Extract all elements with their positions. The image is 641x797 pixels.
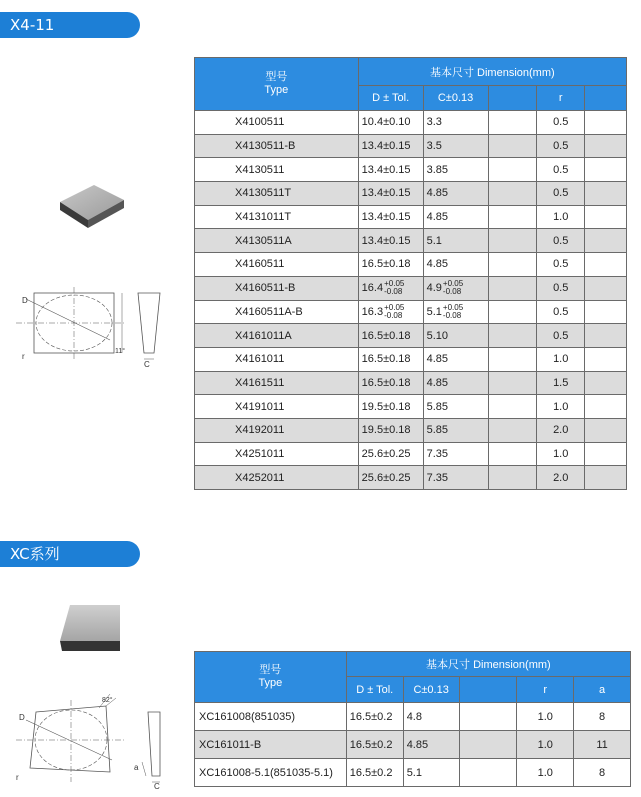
table-row: [195, 442, 627, 466]
cell-type: X4130511-B: [195, 134, 359, 158]
cell-c-value: 4.9: [426, 282, 442, 295]
drawing-label-d: D: [22, 296, 28, 305]
cell-type: X4160511: [195, 253, 359, 277]
tolerance-lower: -0.08: [384, 310, 403, 320]
tolerance-upper: +0.05: [442, 302, 464, 312]
cell-r: 1.0: [537, 395, 585, 419]
cell-c: 3.3: [423, 111, 488, 135]
cell-blank: [585, 253, 627, 277]
cell-blank: [488, 111, 537, 135]
cell-d: 13.4±0.15: [358, 205, 423, 229]
cell-r: 0.5: [537, 324, 585, 348]
table-row: [195, 158, 627, 182]
cell-c: [423, 300, 488, 324]
cell-type: X4161011: [195, 347, 359, 371]
cell-c: 4.85: [423, 182, 488, 206]
header-col-d: D ± Tol.: [358, 86, 423, 111]
drawing-label-d: D: [19, 713, 25, 722]
table-row: [195, 134, 627, 158]
table-body-xc: [195, 703, 631, 787]
table-row: [195, 731, 631, 759]
cell-d: 16.5±0.18: [358, 253, 423, 277]
cell-blank: [585, 182, 627, 206]
table-body-x4-11: [195, 111, 627, 490]
cell-type: XC161008(851035): [195, 703, 347, 731]
cell-blank: [585, 324, 627, 348]
cell-c: 4.8: [403, 703, 459, 731]
cell-blank: [459, 731, 517, 759]
cell-d-value: 16.3: [361, 305, 384, 318]
cell-d-value: 16.4: [361, 282, 384, 295]
cell-d: [358, 276, 423, 300]
spec-table-x4-11: [194, 57, 627, 490]
tolerance-upper: +0.05: [384, 279, 405, 289]
insert-photo-x4-11: [52, 180, 132, 235]
drawing-label-c: C: [144, 360, 150, 369]
table-row: [195, 371, 627, 395]
tolerance: [384, 304, 404, 320]
cell-r: 0.5: [537, 229, 585, 253]
cell-blank: [488, 324, 537, 348]
header-type-en: Type: [258, 677, 283, 689]
cell-type: X4161011A: [195, 324, 359, 348]
table-row: [195, 253, 627, 277]
cell-blank: [585, 300, 627, 324]
cell-r: 0.5: [537, 182, 585, 206]
cell-d: 16.5±0.2: [346, 703, 403, 731]
cell-r: 1.0: [517, 731, 574, 759]
cell-blank: [488, 418, 537, 442]
header-type: [195, 652, 347, 703]
cell-blank: [585, 466, 627, 490]
cell-type: X4131011T: [195, 205, 359, 229]
cell-type: X4161511: [195, 371, 359, 395]
drawing-label-angle: 11°: [115, 348, 126, 355]
cell-d: 16.5±0.18: [358, 371, 423, 395]
cell-c: 7.35: [423, 442, 488, 466]
cell-a: 8: [574, 759, 631, 787]
section-title-x4-11: X4-11: [0, 12, 140, 38]
drawing-label-angle: 82°: [102, 697, 113, 704]
tolerance-lower: -0.08: [442, 287, 462, 297]
cell-type: X4100511: [195, 111, 359, 135]
cell-r: 0.5: [537, 253, 585, 277]
tolerance: [443, 280, 463, 296]
cell-c: 3.5: [423, 134, 488, 158]
cell-d: 10.4±0.10: [358, 111, 423, 135]
cell-r: 0.5: [537, 158, 585, 182]
cell-d: 13.4±0.15: [358, 229, 423, 253]
header-col-r: r: [537, 86, 585, 111]
cell-d: 13.4±0.15: [358, 182, 423, 206]
cell-c: 4.85: [423, 205, 488, 229]
table-row: [195, 276, 627, 300]
cell-type: X4192011: [195, 418, 359, 442]
cell-d: 13.4±0.15: [358, 158, 423, 182]
cell-r: 0.5: [537, 276, 585, 300]
cell-r: 2.0: [537, 418, 585, 442]
cell-blank: [488, 395, 537, 419]
cell-c: 4.85: [423, 253, 488, 277]
cell-c: 5.1: [403, 759, 459, 787]
cell-r: 0.5: [537, 134, 585, 158]
cell-blank: [585, 418, 627, 442]
cell-c: 3.85: [423, 158, 488, 182]
cell-d: 19.5±0.18: [358, 395, 423, 419]
cell-type: XC161008-5.1(851035-5.1): [195, 759, 347, 787]
header-col-blank: [459, 677, 517, 703]
table-row: [195, 182, 627, 206]
cell-blank: [585, 111, 627, 135]
cell-type: X4251011: [195, 442, 359, 466]
tolerance: [384, 280, 404, 296]
cell-blank: [585, 229, 627, 253]
table-row: [195, 418, 627, 442]
cell-r: 1.0: [537, 347, 585, 371]
technical-drawing-xc: [14, 690, 174, 790]
cell-d: 19.5±0.18: [358, 418, 423, 442]
cell-blank: [488, 134, 537, 158]
header-dimension: 基本尺寸 Dimension(mm): [358, 58, 626, 86]
table-row: [195, 111, 627, 135]
table-row: [195, 229, 627, 253]
header-dimension: 基本尺寸 Dimension(mm): [346, 652, 630, 677]
cell-d: 16.5±0.18: [358, 347, 423, 371]
cell-c: 4.85: [423, 347, 488, 371]
cell-type: X4252011: [195, 466, 359, 490]
cell-c: 7.35: [423, 466, 488, 490]
cell-d: 16.5±0.18: [358, 324, 423, 348]
tolerance-upper: +0.05: [442, 279, 464, 289]
cell-c-value: 5.1: [426, 305, 442, 318]
cell-r: 1.0: [537, 205, 585, 229]
header-col-blank: [488, 86, 537, 111]
cell-r: 2.0: [537, 466, 585, 490]
cell-blank: [459, 759, 517, 787]
cell-type: X4130511: [195, 158, 359, 182]
drawing-label-r: r: [22, 352, 25, 361]
cell-d: 16.5±0.2: [346, 731, 403, 759]
cell-blank: [585, 134, 627, 158]
cell-a: 11: [574, 731, 631, 759]
header-col-c: C±0.13: [403, 677, 459, 703]
table-row: [195, 300, 627, 324]
technical-drawing-x4-11: [14, 285, 164, 370]
cell-c: 4.85: [403, 731, 459, 759]
cell-blank: [585, 276, 627, 300]
cell-type: X4160511A-B: [195, 300, 359, 324]
cell-blank: [488, 182, 537, 206]
cell-blank: [488, 371, 537, 395]
insert-photo-xc: [58, 603, 123, 653]
header-type: [195, 58, 359, 111]
cell-d: [358, 300, 423, 324]
cell-blank: [488, 347, 537, 371]
cell-type: X4160511-B: [195, 276, 359, 300]
drawing-label-c: C: [154, 782, 160, 790]
cell-d: 16.5±0.2: [346, 759, 403, 787]
table-row: [195, 205, 627, 229]
cell-blank: [488, 442, 537, 466]
cell-blank: [488, 158, 537, 182]
cell-blank: [459, 703, 517, 731]
header-col-r: r: [517, 677, 574, 703]
cell-c: 5.85: [423, 395, 488, 419]
tolerance: [443, 304, 463, 320]
cell-a: 8: [574, 703, 631, 731]
cell-type: X4130511T: [195, 182, 359, 206]
cell-blank: [488, 276, 537, 300]
cell-d: 25.6±0.25: [358, 466, 423, 490]
cell-blank: [585, 395, 627, 419]
cell-type: XC161011-B: [195, 731, 347, 759]
cell-r: 1.0: [537, 442, 585, 466]
tolerance-lower: -0.08: [442, 310, 462, 320]
cell-c: 5.1: [423, 229, 488, 253]
cell-r: 1.5: [537, 371, 585, 395]
table-row: [195, 324, 627, 348]
header-type-cn: 型号: [265, 71, 288, 83]
header-col-a: a: [574, 677, 631, 703]
tolerance-lower: -0.08: [384, 287, 403, 297]
header-type-en: Type: [264, 84, 289, 96]
cell-blank: [585, 158, 627, 182]
cell-r: 1.0: [517, 703, 574, 731]
cell-d: 25.6±0.25: [358, 442, 423, 466]
header-col-blank2: [585, 86, 627, 111]
cell-type: X4191011: [195, 395, 359, 419]
cell-blank: [488, 229, 537, 253]
spec-table-xc: [194, 651, 631, 787]
cell-d: 13.4±0.15: [358, 134, 423, 158]
cell-blank: [488, 466, 537, 490]
table-row: [195, 759, 631, 787]
cell-blank: [488, 300, 537, 324]
cell-type: X4130511A: [195, 229, 359, 253]
cell-r: 1.0: [517, 759, 574, 787]
table-row: [195, 347, 627, 371]
drawing-label-a: a: [134, 763, 139, 772]
section-title-xc: XC系列: [0, 541, 140, 567]
cell-c: 4.85: [423, 371, 488, 395]
cell-blank: [585, 205, 627, 229]
table-row: [195, 395, 627, 419]
header-type-cn: 型号: [259, 664, 282, 676]
cell-blank: [585, 347, 627, 371]
header-col-c: C±0.13: [423, 86, 488, 111]
cell-r: 0.5: [537, 111, 585, 135]
cell-blank: [585, 442, 627, 466]
cell-blank: [585, 371, 627, 395]
table-row: [195, 466, 627, 490]
drawing-label-r: r: [16, 773, 19, 782]
cell-c: 5.85: [423, 418, 488, 442]
header-col-d: D ± Tol.: [346, 677, 403, 703]
table-row: [195, 703, 631, 731]
cell-r: 0.5: [537, 300, 585, 324]
cell-blank: [488, 253, 537, 277]
cell-c: [423, 276, 488, 300]
cell-blank: [488, 205, 537, 229]
tolerance-upper: +0.05: [384, 302, 405, 312]
cell-c: 5.10: [423, 324, 488, 348]
